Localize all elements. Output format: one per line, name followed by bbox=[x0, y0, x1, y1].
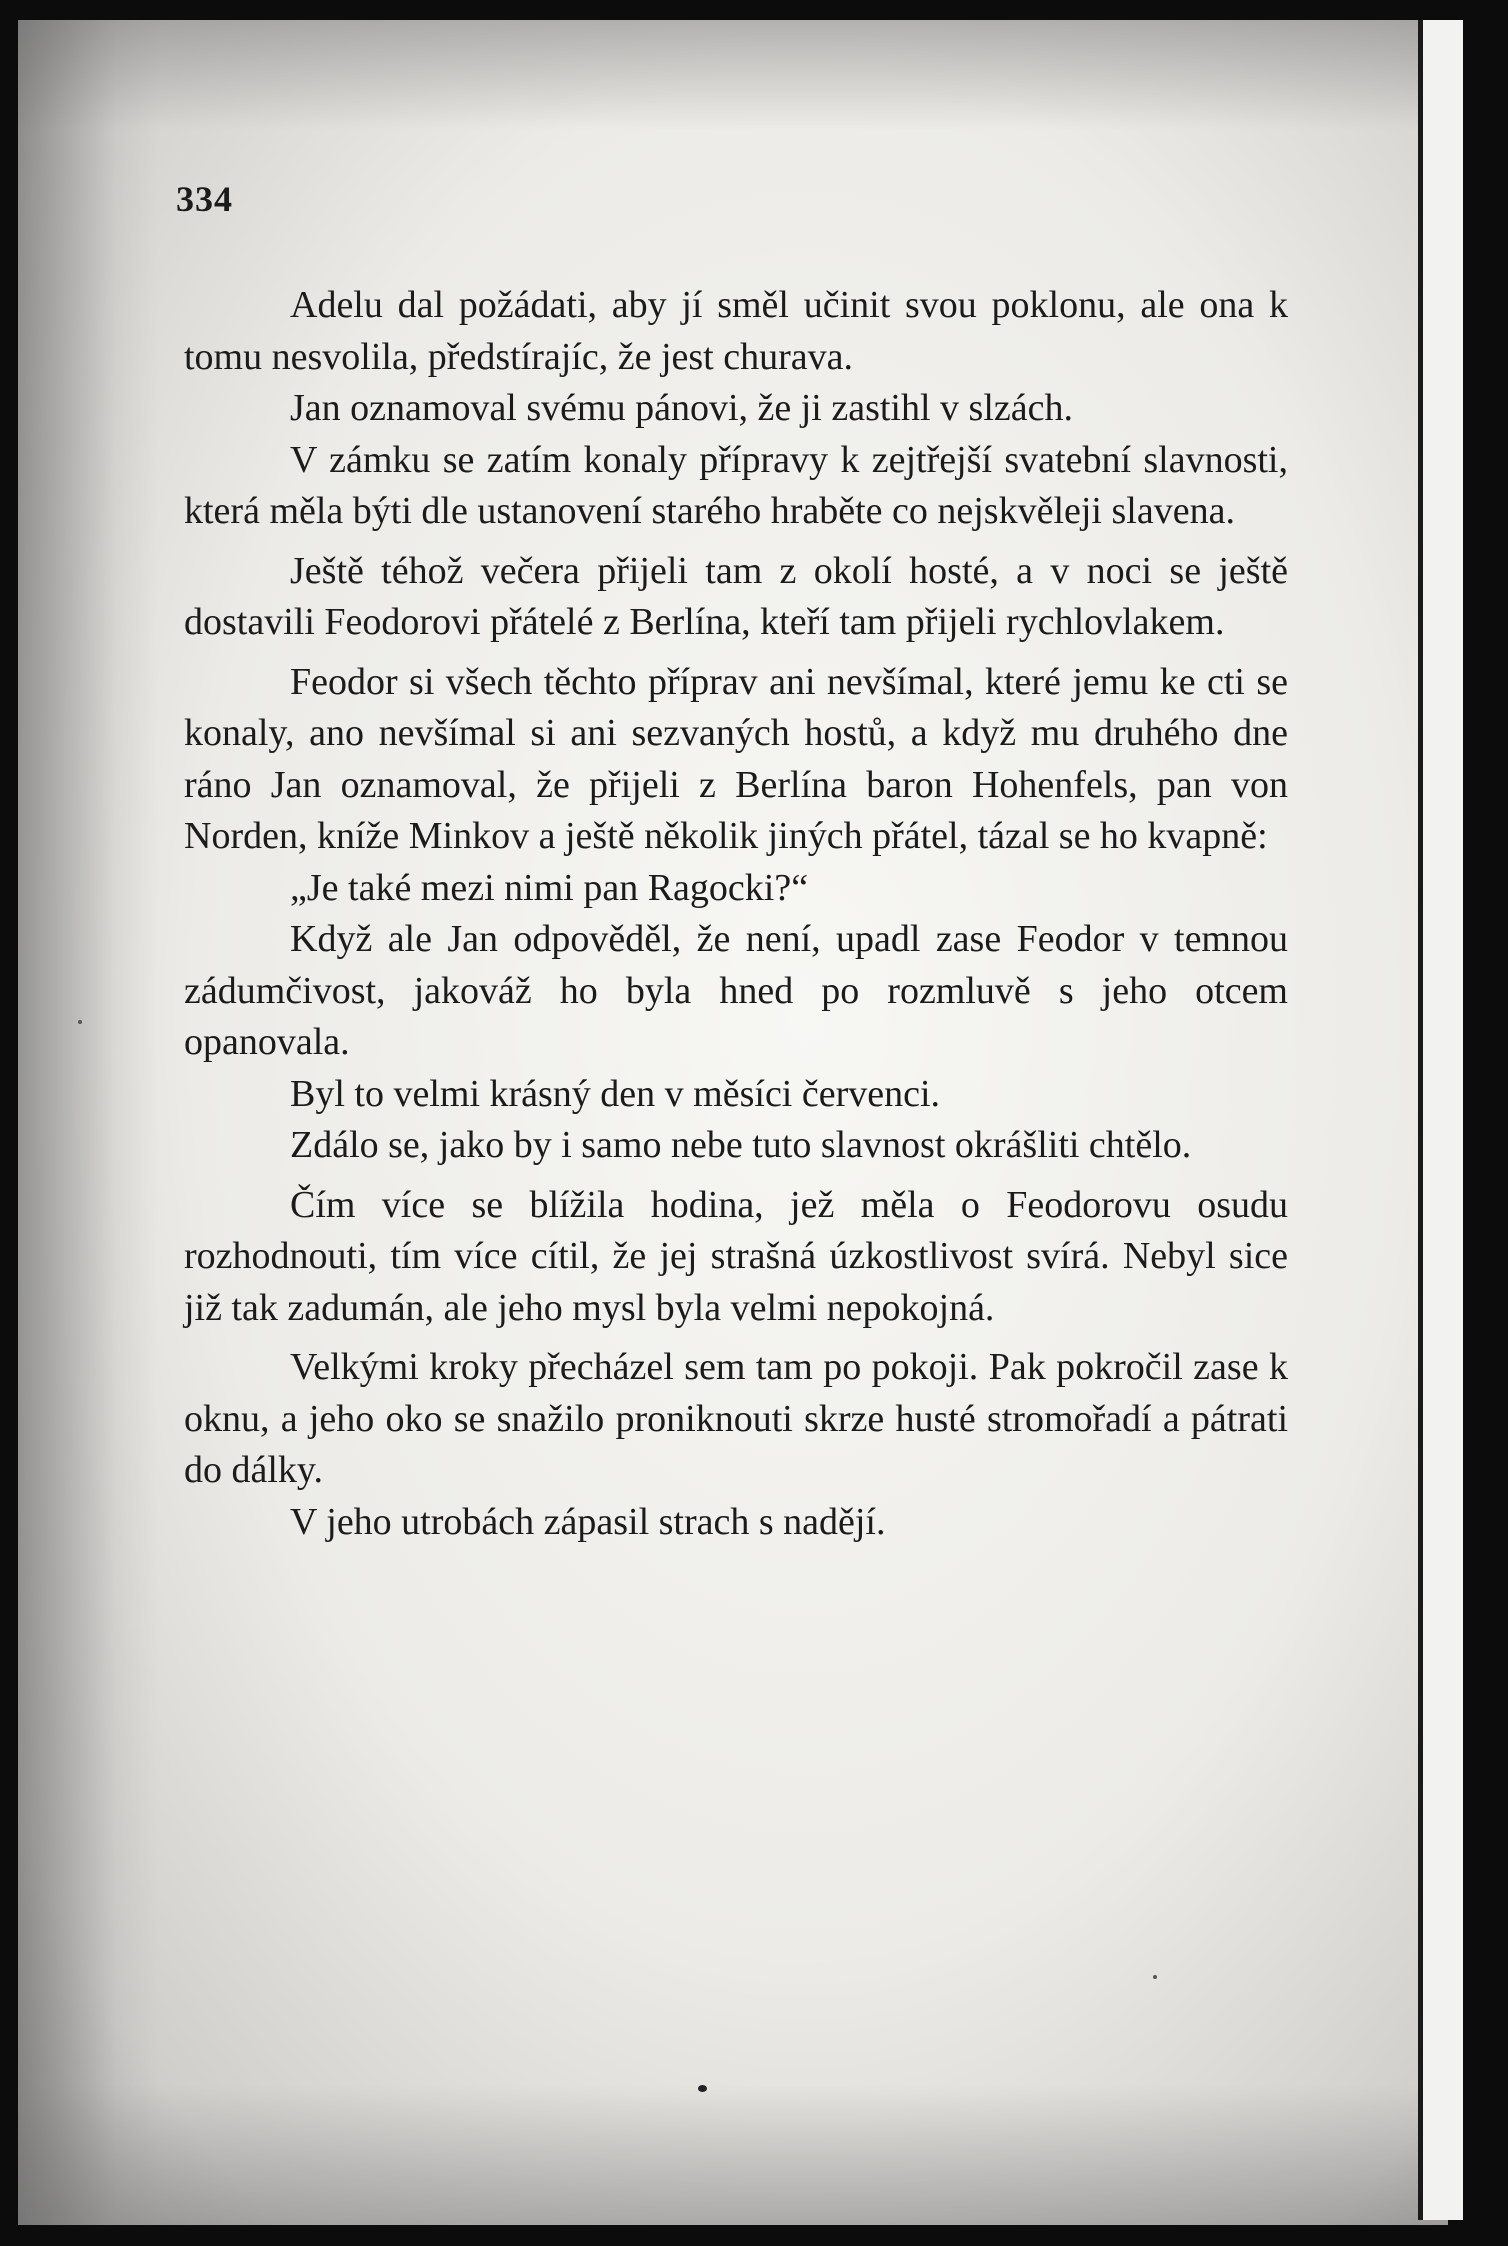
paragraph: V zámku se zatím konaly přípravy k zejtřejší svatební slavnosti, která měla býti dle ustanovení starého hraběte co nejskvěleji slavena. bbox=[184, 438, 1288, 532]
paragraph: V jeho utrobách zápasil strach s nadějí. bbox=[290, 1500, 886, 1543]
speck bbox=[78, 1020, 82, 1024]
paragraph: „Je také mezi nimi pan Ragocki?“ bbox=[290, 866, 809, 909]
paragraph: Byl to velmi krásný den v měsíci červenci. bbox=[290, 1072, 941, 1115]
page-number: 334 bbox=[176, 179, 233, 219]
paragraph: Když ale Jan odpověděl, že není, upadl zase Feodor v temnou zádumčivost, jakováž ho byla hned po rozmluvě s jeho otcem opanovala. bbox=[184, 918, 1288, 1063]
page-edge-gap bbox=[1423, 20, 1463, 2220]
speck bbox=[698, 2085, 707, 2092]
paragraph: Adelu dal požádati, aby jí směl učinit svou poklonu, ale ona k tomu nesvolila, předstírajíc, že jest churava. bbox=[184, 284, 1288, 378]
paragraph: Ještě téhož večera přijeli tam z okolí hosté, a v noci se ještě dostavili Feodorovi přátelé z Berlína, kteří tam přijeli rychlovlakem. bbox=[184, 549, 1288, 643]
page-shadow-bottom bbox=[18, 2085, 1448, 2225]
body-text bbox=[184, 280, 1288, 1548]
paragraph: Feodor si všech těchto příprav ani nevšímal, které jemu ke cti se konaly, ano nevšímal si ani sezvaných hostů, a když mu druhého dne ráno Jan oznamoval, že přijeli z Berlína baron Hohenfels, pan von Norden, kníže Minkov a ještě několik jiných přátel, tázal se ho kvapně: bbox=[184, 660, 1288, 857]
paragraph: Jan oznamoval svému pánovi, že ji zastihl v slzách. bbox=[290, 387, 1073, 429]
speck bbox=[1153, 1975, 1157, 1979]
page-shadow-left bbox=[18, 20, 158, 2225]
paragraph: Velkými kroky přecházel sem tam po pokoji. Pak pokročil zase k oknu, a jeho oko se snažilo proniknouti skrze husté stromořadí a pátrati do dálky. bbox=[184, 1346, 1288, 1491]
paragraph: Čím více se blížila hodina, jež měla o Feodorovu osudu rozhodnouti, tím více cítil, že jej strašná úzkostlivost svírá. Nebyl sice již tak zadumán, ale jeho mysl byla velmi nepokojná. bbox=[184, 1183, 1288, 1329]
paragraph: Zdálo se, jako by i samo nebe tuto slavnost okrášliti chtělo. bbox=[290, 1124, 1192, 1166]
page-shadow-top bbox=[18, 20, 1448, 130]
